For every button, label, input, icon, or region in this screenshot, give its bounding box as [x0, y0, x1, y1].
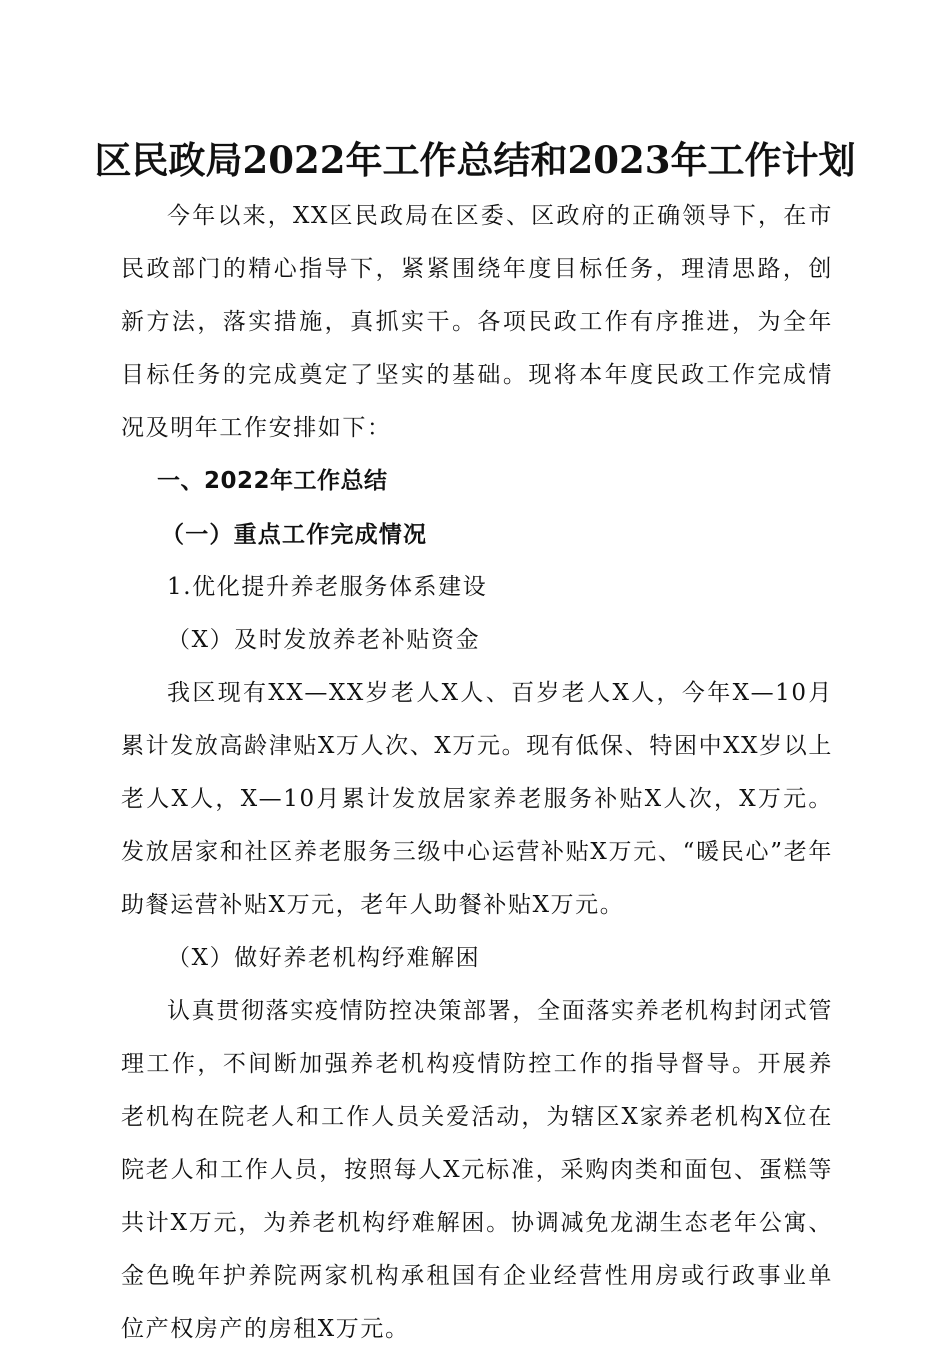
sub-heading-a: （X）及时发放养老补贴资金	[167, 627, 481, 653]
subsection-heading: （一）重点工作完成情况	[161, 521, 428, 548]
section-heading: 一、2022年工作总结	[157, 468, 388, 494]
item-heading: 1.优化提升养老服务体系建设	[167, 574, 488, 600]
sub-heading-b: （X）做好养老机构纾难解困	[167, 945, 481, 971]
intro-paragraph: 今年以来，XX区民政局在区委、区政府的正确领导下，在市民政部门的精心指导下，紧紧围绕年度目标任务，理清思路，创新方法，落实措施，真抓实干。各项民政工作有序推进，为全年目标任务的完成奠定了坚实的基础。现将本年度民政工作完成情况及明年工作安排如下：	[121, 203, 833, 441]
paragraph-a: 我区现有XX—XX岁老人X人、百岁老人X人，今年X—10月累计发放高龄津贴X万人次、X万元。现有低保、特困中XX岁以上老人X人，X—10月累计发放居家养老服务补贴X人次，X万元。发放居家和社区养老服务三级中心运营补贴X万元、“暖民心”老年助餐运营补贴X万元，老年人助餐补贴X万元。	[121, 680, 833, 918]
document-body	[121, 190, 833, 1356]
document-title: 区民政局2022年工作总结和2023年工作计划	[94, 138, 856, 182]
paragraph-b: 认真贯彻落实疫情防控决策部署，全面落实养老机构封闭式管理工作，不间断加强养老机构疫情防控工作的指导督导。开展养老机构在院老人和工作人员关爱活动，为辖区X家养老机构X位在院老人和工作人员，按照每人X元标准，采购肉类和面包、蛋糕等共计X万元，为养老机构纾难解困。协调减免龙湖生态老年公寓、金色晚年护养院两家机构承租国有企业经营性用房或行政事业单位产权房产的房租X万元。	[121, 998, 833, 1342]
